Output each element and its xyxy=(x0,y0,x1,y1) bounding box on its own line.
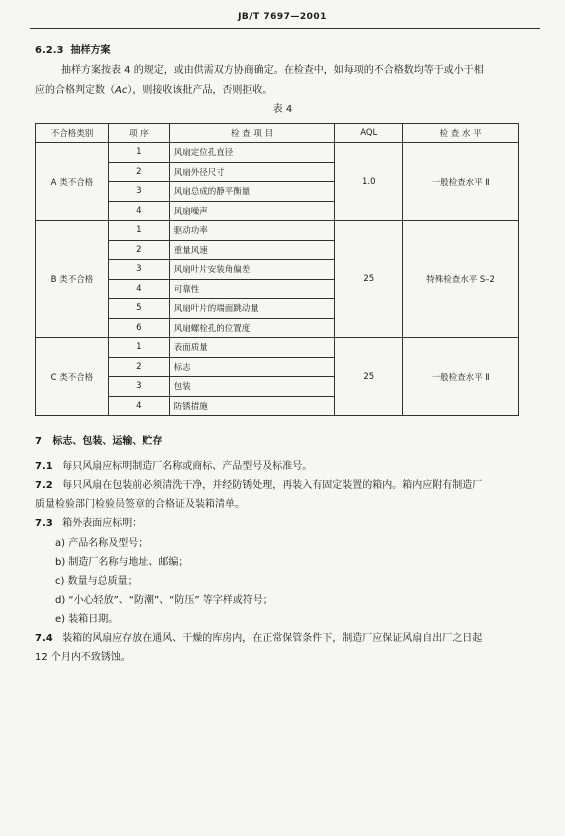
section-number: 7.4 xyxy=(35,633,53,644)
table-4-caption: 表 4 xyxy=(272,104,293,115)
list-item: b) 制造厂名称与地址、邮编； xyxy=(55,557,189,568)
seq-cell: 1 xyxy=(108,143,169,163)
item-cell: 可靠性 xyxy=(169,279,335,299)
seq-cell: 3 xyxy=(108,260,169,280)
item-cell: 风扇螺栓孔的位置度 xyxy=(169,318,335,338)
seq-cell: 6 xyxy=(108,318,169,338)
section-text: 箱外表面应标明： xyxy=(62,518,143,529)
table-header-row xyxy=(36,124,519,143)
page-header: JB/T 7697—2001 xyxy=(238,12,327,22)
section-number: 6.2.3 xyxy=(35,45,64,56)
list-item: c) 数量与总质量； xyxy=(55,576,138,587)
category-cell: B 类不合格 xyxy=(36,221,109,338)
seq-cell: 2 xyxy=(108,357,169,377)
section-6-2-3-heading xyxy=(35,44,110,58)
item-cell: 风扇总成的静平衡量 xyxy=(169,182,335,202)
item-cell: 风扇定位孔直径 xyxy=(169,143,335,163)
para-text: 应的合格判定数（ xyxy=(35,85,115,96)
item-cell: 表面质量 xyxy=(169,338,335,358)
seq-cell: 1 xyxy=(108,338,169,358)
item-cell: 包装 xyxy=(169,377,335,397)
level-cell: 一般检查水平 Ⅱ xyxy=(403,338,519,416)
item-cell: 风扇叶片安装角偏差 xyxy=(169,260,335,280)
header-rule xyxy=(30,28,540,29)
section-7-heading xyxy=(35,435,162,449)
level-cell: 特殊检查水平 S–2 xyxy=(403,221,519,338)
seq-cell: 4 xyxy=(108,279,169,299)
aql-cell: 25 xyxy=(335,338,403,416)
para-text: ），则接收该批产品，否则拒收。 xyxy=(127,85,273,96)
seq-cell: 3 xyxy=(108,182,169,202)
section-text: 每只风扇在包装前必须清洗干净，并经防锈处理，再装入有固定装置的箱内。箱内应附有制造厂 xyxy=(62,480,483,491)
section-7-1 xyxy=(35,460,312,474)
category-cell: A 类不合格 xyxy=(36,143,109,221)
item-cell: 驱动功率 xyxy=(169,221,335,241)
section-text: 装箱的风扇应存放在通风、干燥的库房内，在正常保管条件下，制造厂应保证风扇自出厂之日起 xyxy=(62,633,483,644)
col-header-item: 检 查 项 目 xyxy=(169,124,335,143)
table-row xyxy=(36,143,519,163)
item-cell: 风扇噪声 xyxy=(169,201,335,221)
seq-cell: 5 xyxy=(108,299,169,319)
item-cell: 重量风速 xyxy=(169,240,335,260)
category-cell: C 类不合格 xyxy=(36,338,109,416)
list-item: e) 装箱日期。 xyxy=(55,614,119,625)
section-7-2-line1 xyxy=(35,479,482,493)
col-header-category: 不合格类别 xyxy=(36,124,109,143)
section-number: 7.1 xyxy=(35,461,53,472)
section-6-2-3-para-line1: 抽样方案按表 4 的规定，或由供需双方协商确定。在检查中，如每项的不合格数均等于或小于相 xyxy=(61,65,484,76)
section-7-4-line1 xyxy=(35,632,482,646)
section-number: 7.2 xyxy=(35,480,53,491)
seq-cell: 4 xyxy=(108,201,169,221)
table-row xyxy=(36,338,519,358)
item-cell: 防锈措施 xyxy=(169,396,335,416)
section-title: 标志、包装、运输、贮存 xyxy=(52,436,163,447)
level-cell: 一般检查水平 Ⅱ xyxy=(403,143,519,221)
section-number: 7.3 xyxy=(35,518,53,529)
section-title: 抽样方案 xyxy=(70,45,111,56)
item-cell: 风扇叶片的端面跳动量 xyxy=(169,299,335,319)
section-7-4-line2: 12 个月内不致锈蚀。 xyxy=(35,652,131,663)
section-text: 每只风扇应标明制造厂名称或商标、产品型号及标准号。 xyxy=(62,461,313,472)
section-number: 7 xyxy=(35,436,42,447)
seq-cell: 2 xyxy=(108,240,169,260)
aql-cell: 25 xyxy=(335,221,403,338)
ac-symbol: Ac xyxy=(115,85,128,96)
section-6-2-3-para-line2 xyxy=(35,84,272,98)
col-header-seq: 项 序 xyxy=(108,124,169,143)
table-4 xyxy=(35,123,519,416)
list-item: d) “小心轻放”、“防潮”、“防压” 等字样或符号； xyxy=(55,595,273,606)
seq-cell: 4 xyxy=(108,396,169,416)
table-row xyxy=(36,221,519,241)
seq-cell: 1 xyxy=(108,221,169,241)
section-7-2-line2: 质量检验部门检验员签章的合格证及装箱清单。 xyxy=(35,499,245,510)
seq-cell: 3 xyxy=(108,377,169,397)
col-header-aql: AQL xyxy=(335,124,403,143)
item-cell: 标志 xyxy=(169,357,335,377)
col-header-level: 检 查 水 平 xyxy=(403,124,519,143)
seq-cell: 2 xyxy=(108,162,169,182)
list-item: a) 产品名称及型号； xyxy=(55,538,149,549)
aql-cell: 1.0 xyxy=(335,143,403,221)
item-cell: 风扇外径尺寸 xyxy=(169,162,335,182)
section-7-3 xyxy=(35,517,142,531)
